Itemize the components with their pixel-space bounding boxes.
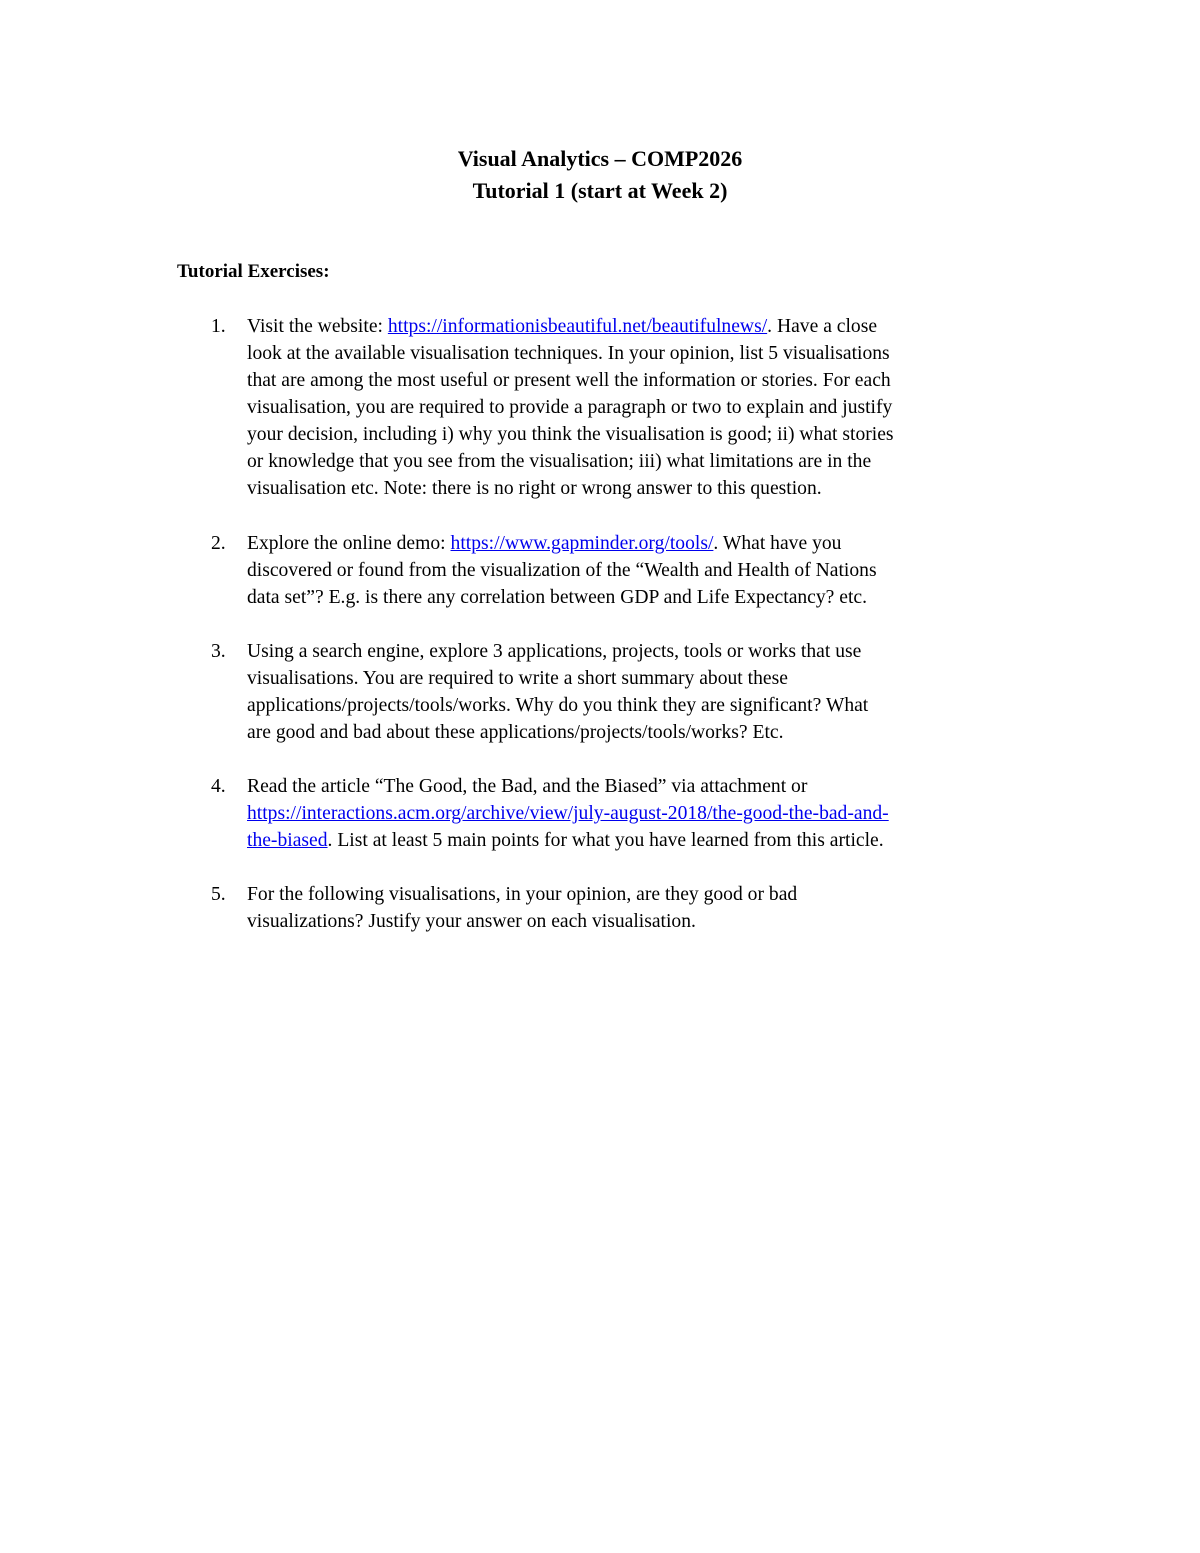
exercise-link[interactable]: https://informationisbeautiful.net/beautifulnews/ [387, 316, 768, 337]
exercise-number: 5. [211, 884, 226, 905]
exercise-text-line: the-biased. List at least 5 main points for what you have learned from this article. [247, 830, 884, 851]
exercise-text-line: Explore the online demo: https://www.gapminder.org/tools/. What have you [247, 533, 842, 554]
exercise-text-line: applications/projects/tools/works. Why do you think they are significant? What [247, 695, 869, 716]
exercise-text [247, 881, 1037, 935]
exercise-text [247, 638, 1037, 746]
exercise-item-1 [0, 313, 1200, 502]
exercise-text-line: Read the article “The Good, the Bad, and the Biased” via attachment or [247, 776, 808, 797]
exercise-text-line: visualizations? Justify your answer on each visualisation. [247, 911, 696, 932]
exercise-link[interactable]: https://interactions.acm.org/archive/view/july-august-2018/the-good-the-bad-and- [247, 803, 889, 824]
exercise-text-line: are good and bad about these applications/projects/tools/works? Etc. [247, 722, 784, 743]
exercise-text-line: or knowledge that you see from the visualisation; iii) what limitations are in the [247, 451, 872, 472]
exercise-text-line: visualisations. You are required to write a short summary about these [247, 668, 788, 689]
exercise-text-line: look at the available visualisation techniques. In your opinion, list 5 visualisations [247, 343, 890, 364]
exercise-number: 3. [211, 641, 226, 662]
section-heading: Tutorial Exercises: [177, 261, 330, 282]
exercise-text [247, 313, 1037, 502]
exercise-number: 1. [211, 316, 226, 337]
exercise-text-line: visualisation, you are required to provide a paragraph or two to explain and justify [247, 397, 893, 418]
title-block [0, 143, 1200, 207]
exercise-number: 4. [211, 776, 226, 797]
exercise-item-3 [0, 638, 1200, 746]
exercise-text-line: data set”? E.g. is there any correlation between GDP and Life Expectancy? etc. [247, 587, 868, 608]
exercise-text [247, 530, 1037, 611]
exercise-link[interactable]: the-biased [247, 830, 328, 851]
exercise-text-line: your decision, including i) why you think the visualisation is good; ii) what stories [247, 424, 894, 445]
exercise-text-line: Using a search engine, explore 3 applications, projects, tools or works that use [247, 641, 862, 662]
exercise-number: 2. [211, 533, 226, 554]
exercise-text-line: that are among the most useful or present well the information or stories. For each [247, 370, 891, 391]
exercise-text-line: visualisation etc. Note: there is no right or wrong answer to this question. [247, 478, 822, 499]
exercise-text-line [247, 800, 1037, 827]
exercise-text-line: For the following visualisations, in your opinion, are they good or bad [247, 884, 798, 905]
exercise-item-5 [0, 881, 1200, 935]
exercise-text [247, 773, 1037, 854]
exercise-text-line: discovered or found from the visualization of the “Wealth and Health of Nations [247, 560, 877, 581]
exercise-item-2 [0, 530, 1200, 611]
document-subtitle: Tutorial 1 (start at Week 2) [472, 178, 728, 203]
exercise-item-4 [0, 773, 1200, 854]
document-title: Visual Analytics – COMP2026 [457, 146, 743, 171]
exercise-text-line: Visit the website: https://informationisbeautiful.net/beautifulnews/. Have a close [247, 316, 878, 337]
exercise-link[interactable]: https://www.gapminder.org/tools/ [450, 533, 714, 554]
